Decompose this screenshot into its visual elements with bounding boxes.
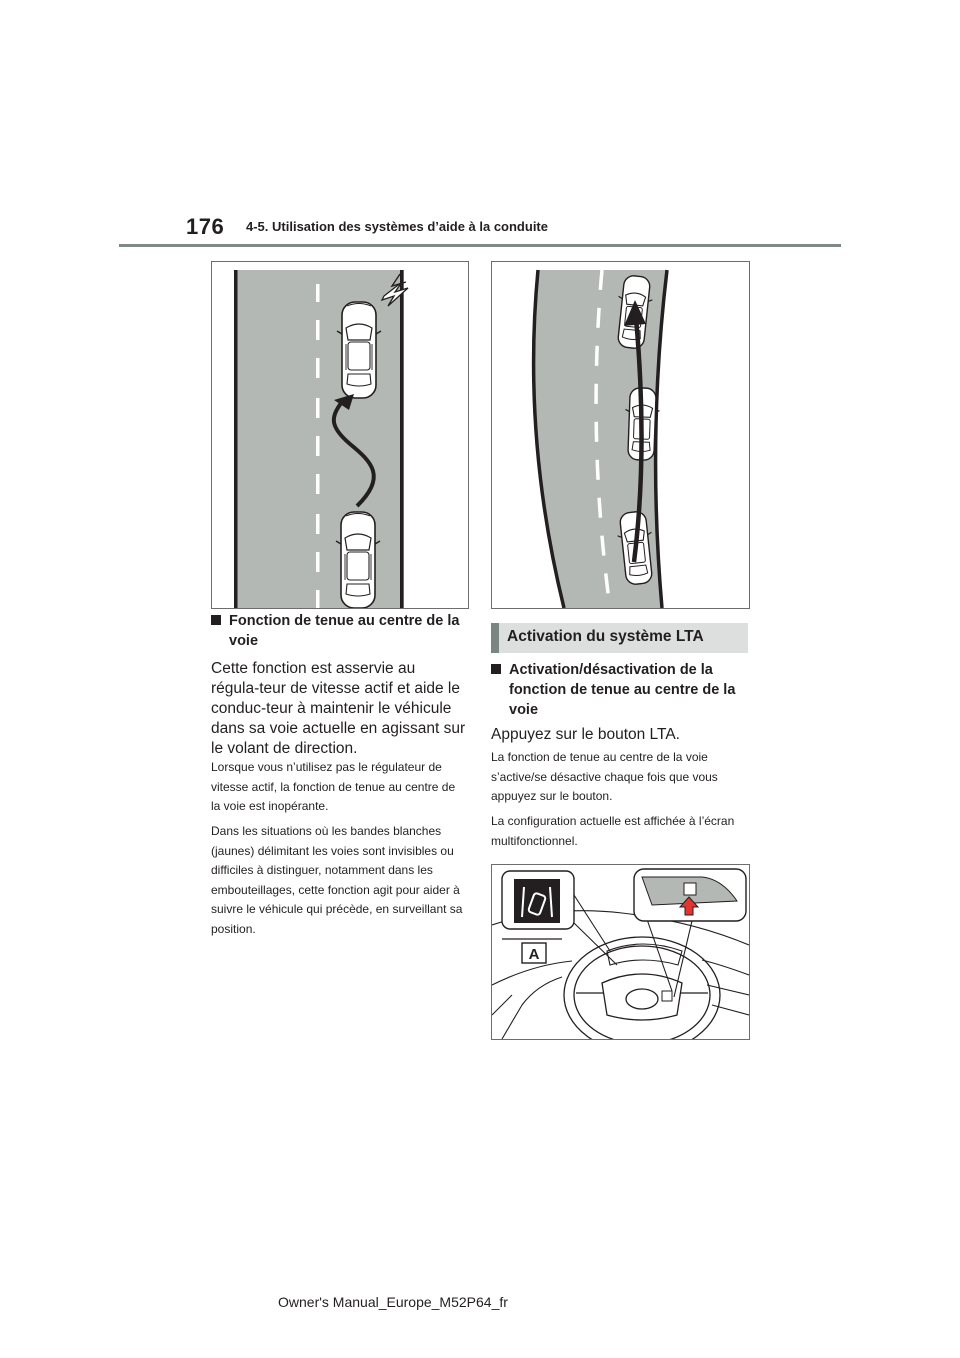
activation-note-1: La fonction de tenue au centre de la voie s’active/se désactive chaque fois que vous appuyez sur le bouton. — [491, 750, 718, 803]
lta-section-title: Activation du système LTA — [507, 628, 704, 645]
lta-switch-icon — [684, 883, 696, 895]
steering-wheel — [564, 937, 720, 1039]
lane-centring-figure — [491, 261, 750, 609]
activation-note-2: La configuration actuelle est affichée à l’écran multifonctionnel. — [491, 814, 735, 848]
dashboard-figure — [491, 864, 750, 1040]
lane-edge-right — [400, 270, 404, 608]
heading-square-bullet — [491, 664, 501, 674]
centring-function-body: Cette fonction est asservie au régula-teur de vitesse actif et aide le conduc-teur à maintenir le véhicule dans sa voie actuelle en agissant sur le volant de direction. — [211, 660, 466, 757]
multi-info-display-icon — [514, 879, 560, 923]
centring-function-note-2: Dans les situations où les bandes blanches (jaunes) délimitant les voies sont invisibles ou difficiles à distinguer, notamment dans les embouteillages, cette fonction agit pour aider à suivre le véhicule qui précède, en surveillant sa position. — [211, 824, 463, 936]
lta-section-bar — [491, 623, 748, 653]
activation-heading — [491, 660, 748, 720]
centring-function-heading-text: Fonction de tenue au centre de la voie — [229, 613, 460, 649]
footer-text: Owner's Manual_Europe_M52P64_fr — [278, 1294, 508, 1310]
dashboard-outline — [492, 911, 749, 1039]
section-bar-accent — [491, 623, 499, 653]
lane-departure-figure — [211, 261, 469, 609]
vehicle-front — [337, 302, 381, 398]
heading-square-bullet — [211, 615, 221, 625]
vehicle-rear — [336, 512, 380, 608]
meter-cluster — [607, 944, 682, 965]
activation-body: Appuyez sur le bouton LTA. — [491, 726, 680, 743]
header-rule — [119, 244, 841, 247]
activation-heading-text: Activation/désactivation de la fonction de tenue au centre de la voie — [509, 662, 736, 718]
centring-function-note-1: Lorsque vous n’utilisez pas le régulateur de vitesse actif, la fonction de tenue au centre de la voie est inopérante. — [211, 760, 456, 813]
lane-centre-dashes — [316, 284, 320, 608]
callout-label-a: A — [528, 946, 540, 963]
centring-function-heading — [211, 611, 463, 651]
section-title: 4-5. Utilisation des systèmes d’aide à la conduite — [246, 219, 548, 234]
page-number: 176 — [186, 214, 225, 239]
lta-button-icon — [662, 991, 672, 1001]
lane-edge-left — [234, 270, 238, 608]
